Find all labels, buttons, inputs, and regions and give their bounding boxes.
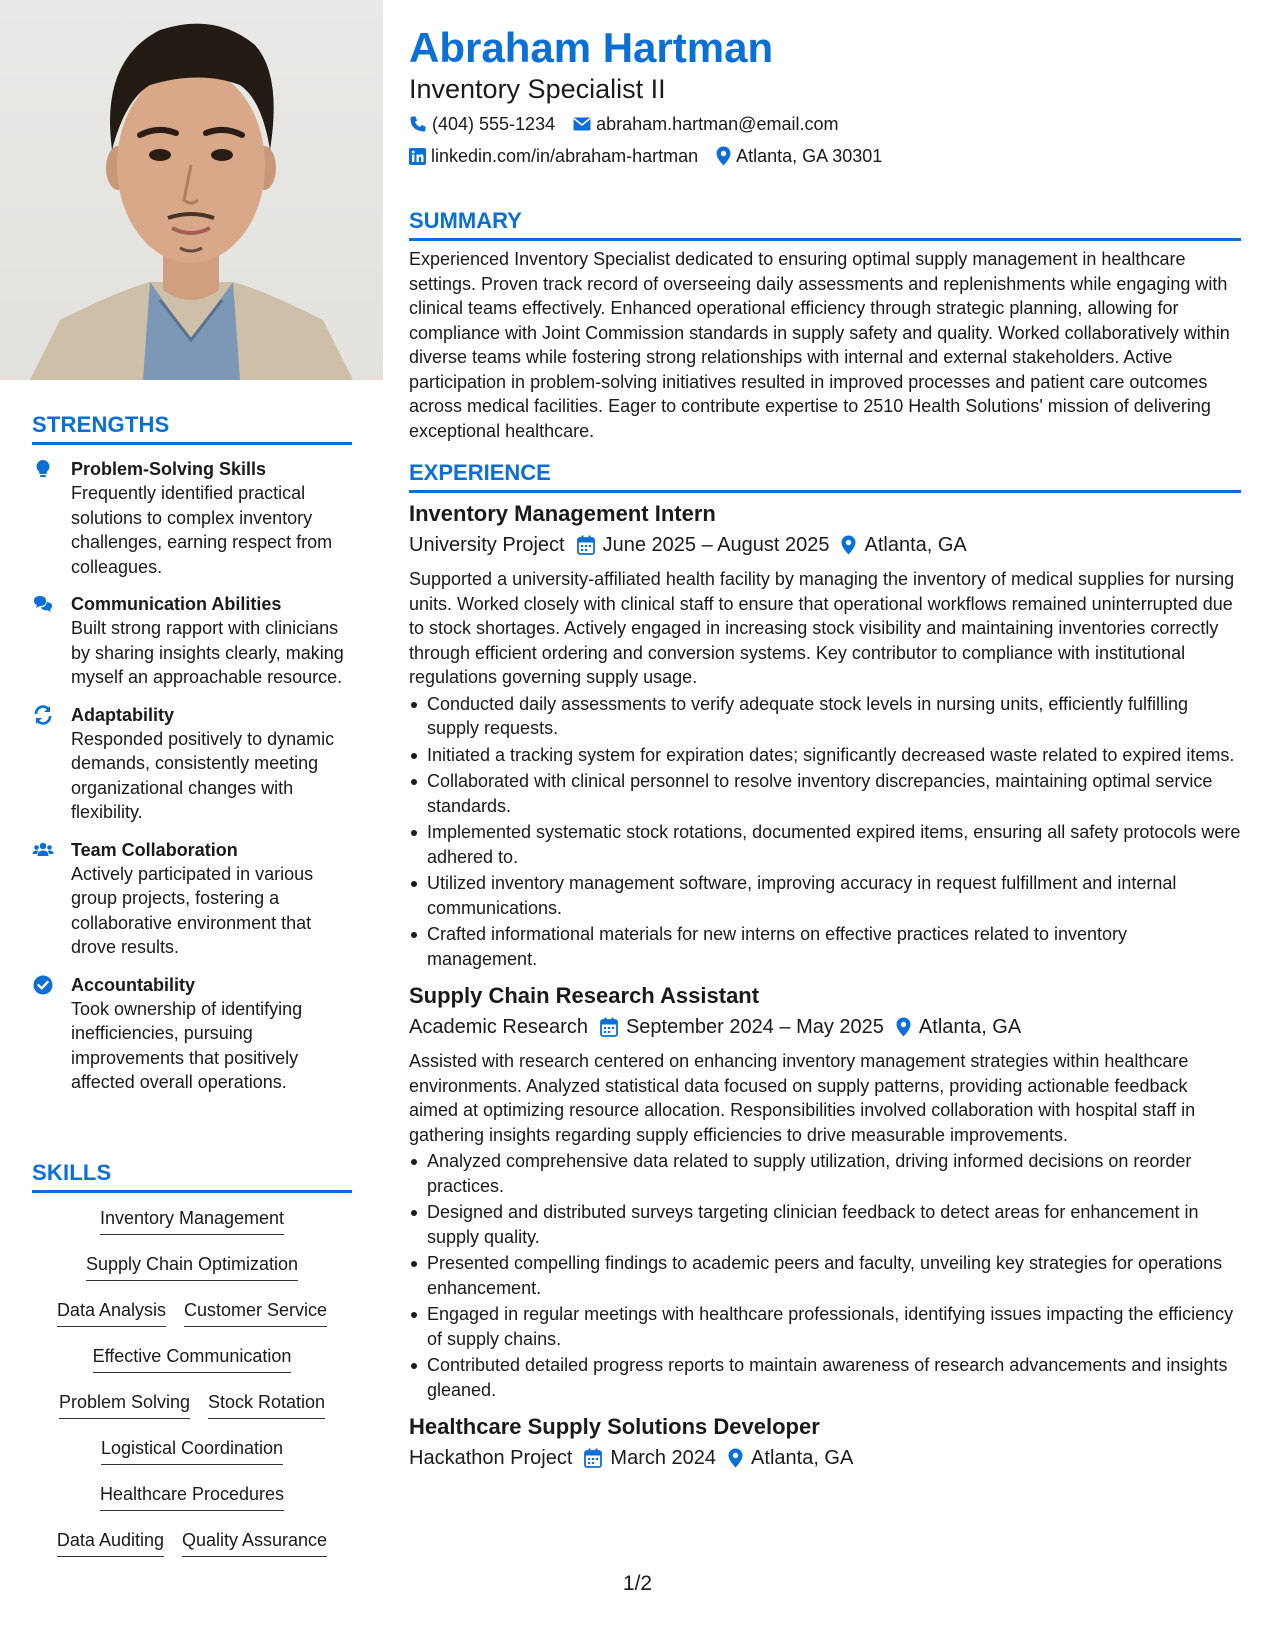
contact-row — [409, 112, 1241, 136]
skill-tag: Problem Solving — [59, 1389, 190, 1419]
job-meta — [409, 1013, 1241, 1041]
strength-title: Communication Abilities — [71, 594, 282, 614]
job-location — [728, 1444, 853, 1472]
phone-text: (404) 555-1234 — [432, 114, 556, 134]
skills-row — [32, 1343, 352, 1389]
strength-description: Took ownership of identifying inefficiencies, pursuing improvements that positively affected overall operations. — [71, 998, 303, 1092]
job-description: Assisted with research centered on enhancing inventory management strategies within healthcare environments. Analyzed statistical data focused on supply patterns, providing actionable feedback aimed at optimizing resource allocation. Responsibilities involved collaboration with hospital staff in gathering insights regarding supply efficiencies to drive measurable improvements. — [409, 1051, 1196, 1145]
summary-text: Experienced Inventory Specialist dedicated to ensuring optimal supply management in healthcare settings. Proven track record of overseeing daily assessments and replenishments while engaging with clinical teams effectively. Enhanced operational efficiency through strategic planning, allowing for compliance with Joint Commission standards in supply safety and quality. Worked collaboratively within diverse teams while fostering strong relationships with internal and external stakeholders. Active participation in problem-solving initiatives resulted in improved processes and patient care outcomes across medical facilities. Eager to contribute expertise to 2510 Health Solutions' mission of delivering exceptional healthcare. — [409, 249, 1230, 441]
bullet-item: Crafted informational materials for new interns on effective practices related to inventory management. — [409, 922, 1241, 971]
job-org-text: University Project — [409, 534, 565, 556]
map-pin-icon — [841, 535, 856, 555]
lightbulb-icon — [32, 458, 54, 480]
strength-item — [32, 838, 352, 960]
job-description: Supported a university-affiliated health facility by managing the inventory of medical supplies for nursing units. Worked closely with clinical staff to ensure that operational workflows remained uninterrupted due to stock shortages. Actively engaged in increasing stock visibility and maintaining inventories correctly through efficient ordering and conversion systems. Key contributor to compliance with institutional regulations governing supply usage. — [409, 569, 1235, 687]
job-meta — [409, 531, 1241, 559]
skills-row — [32, 1389, 352, 1435]
job-title: Supply Chain Research Assistant — [409, 983, 760, 1008]
strength-item — [32, 457, 352, 579]
contact-row — [409, 144, 1241, 168]
strength-description: Built strong rapport with clinicians by sharing insights clearly, making myself an approachable resource. — [71, 618, 344, 687]
strength-item — [32, 973, 352, 1095]
skills-row — [32, 1205, 352, 1251]
skills-list — [32, 1205, 352, 1573]
strengths-section — [32, 412, 352, 1095]
skills-row — [32, 1435, 352, 1481]
skill-tag: Quality Assurance — [182, 1527, 327, 1557]
map-pin-icon — [728, 1448, 743, 1468]
job-location — [896, 1013, 1021, 1041]
phone-contact[interactable] — [409, 112, 555, 136]
envelope-icon — [573, 117, 591, 131]
strength-title: Team Collaboration — [71, 839, 238, 860]
linkedin-contact[interactable] — [409, 144, 698, 168]
skills-row — [32, 1481, 352, 1527]
experience-section — [409, 460, 1241, 1472]
skill-tag: Customer Service — [184, 1297, 327, 1327]
job-org — [409, 1013, 588, 1041]
calendar-icon — [600, 1017, 618, 1037]
experience-heading: EXPERIENCE — [409, 460, 1241, 493]
bullet-item: Engaged in regular meetings with healthcare professionals, identifying issues impacting the efficiency of supply chains. — [409, 1302, 1241, 1351]
right-column — [409, 22, 1241, 1472]
job-org — [409, 531, 565, 559]
summary-heading: SUMMARY — [409, 208, 1241, 241]
strength-item — [32, 703, 352, 825]
job-bullets — [409, 692, 1241, 972]
job-title: Healthcare Supply Solutions Developer — [409, 1414, 820, 1439]
location-contact — [716, 144, 882, 168]
job-meta — [409, 1444, 1241, 1472]
skill-tag: Logistical Coordination — [101, 1435, 283, 1465]
job-entry — [409, 500, 1241, 971]
bullet-item: Utilized inventory management software, improving accuracy in request fulfillment and internal communications. — [409, 871, 1241, 920]
job-dates — [584, 1444, 716, 1472]
job-org-text: Hackathon Project — [409, 1447, 573, 1469]
job-dates-text: March 2024 — [610, 1447, 717, 1469]
bullet-item: Designed and distributed surveys targeting clinician feedback to detect areas for enhancement in supply quality. — [409, 1200, 1241, 1249]
job-location — [841, 531, 966, 559]
job-entry — [409, 982, 1241, 1402]
linkedin-icon — [409, 148, 426, 165]
strengths-heading: STRENGTHS — [32, 412, 352, 445]
phone-icon — [409, 115, 427, 133]
strength-title: Accountability — [71, 974, 196, 995]
skills-row — [32, 1251, 352, 1297]
job-dates — [577, 531, 830, 559]
skills-section — [32, 1160, 352, 1573]
strength-title: Adaptability — [71, 704, 175, 725]
skill-tag: Healthcare Procedures — [100, 1481, 284, 1511]
strength-item — [32, 592, 352, 690]
job-bullets — [409, 1149, 1241, 1402]
check-circle-icon — [32, 974, 54, 996]
candidate-name: Abraham Hartman — [409, 24, 774, 71]
job-dates-text: September 2024 – May 2025 — [625, 1016, 884, 1038]
job-location-text: Atlanta, GA — [918, 1016, 1022, 1038]
job-title: Inventory Management Intern — [409, 501, 716, 526]
job-org — [409, 1444, 572, 1472]
skills-row — [32, 1527, 352, 1573]
job-location-text: Atlanta, GA — [864, 534, 967, 556]
job-org-text: Academic Research — [409, 1016, 588, 1038]
strength-description: Actively participated in various group projects, fostering a collaborative environment that drove results. — [71, 863, 314, 957]
job-dates-text: June 2025 – August 2025 — [602, 534, 830, 556]
location-text: Atlanta, GA 30301 — [736, 146, 883, 166]
bullet-item: Contributed detailed progress reports to maintain awareness of research advancements and insights gleaned. — [409, 1353, 1241, 1402]
map-pin-icon — [716, 146, 731, 166]
skill-tag: Effective Communication — [93, 1343, 292, 1373]
candidate-role: Inventory Specialist II — [409, 74, 666, 104]
users-icon — [32, 839, 54, 861]
skill-tag: Data Analysis — [57, 1297, 166, 1327]
bullet-item: Presented compelling findings to academic peers and faculty, unveiling key strategies for operations enhancement. — [409, 1251, 1241, 1300]
skills-heading: SKILLS — [32, 1160, 352, 1193]
skill-tag: Supply Chain Optimization — [86, 1251, 298, 1281]
portrait-illustration — [0, 0, 383, 380]
skills-row — [32, 1297, 352, 1343]
bullet-item: Implemented systematic stock rotations, documented expired items, ensuring all safety protocols were adhered to. — [409, 820, 1241, 869]
strength-title: Problem-Solving Skills — [71, 459, 267, 479]
bullet-item: Conducted daily assessments to verify adequate stock levels in nursing units, efficiently fulfilling supply requests. — [409, 692, 1241, 741]
left-column — [0, 0, 383, 1650]
map-pin-icon — [896, 1017, 911, 1037]
profile-photo — [0, 0, 383, 380]
sync-icon — [32, 704, 54, 726]
chat-bubbles-icon — [32, 593, 54, 615]
strength-description: Responded positively to dynamic demands, consistently meeting organizational changes with flexibility. — [71, 728, 335, 822]
strength-description: Frequently identified practical solutions to complex inventory challenges, earning respect from colleagues. — [71, 483, 333, 577]
job-entry — [409, 1413, 1241, 1472]
skill-tag: Inventory Management — [100, 1205, 284, 1235]
skill-tag: Data Auditing — [57, 1527, 164, 1557]
bullet-item: Analyzed comprehensive data related to supply utilization, driving informed decisions on reorder practices. — [409, 1149, 1241, 1198]
summary-section — [409, 208, 1241, 443]
bullet-item: Initiated a tracking system for expiration dates; significantly decreased waste related to expired items. — [409, 743, 1241, 768]
linkedin-text: linkedin.com/in/abraham-hartman — [431, 146, 699, 166]
bullet-item: Collaborated with clinical personnel to resolve inventory discrepancies, maintaining optimal service standards. — [409, 769, 1241, 818]
email-contact[interactable] — [573, 112, 838, 136]
email-text: abraham.hartman@email.com — [596, 114, 839, 134]
skill-tag: Stock Rotation — [208, 1389, 325, 1419]
page-number: 1/2 — [622, 1572, 653, 1595]
calendar-icon — [584, 1448, 602, 1468]
calendar-icon — [577, 535, 595, 555]
job-location-text: Atlanta, GA — [751, 1447, 854, 1469]
job-dates — [600, 1013, 884, 1041]
